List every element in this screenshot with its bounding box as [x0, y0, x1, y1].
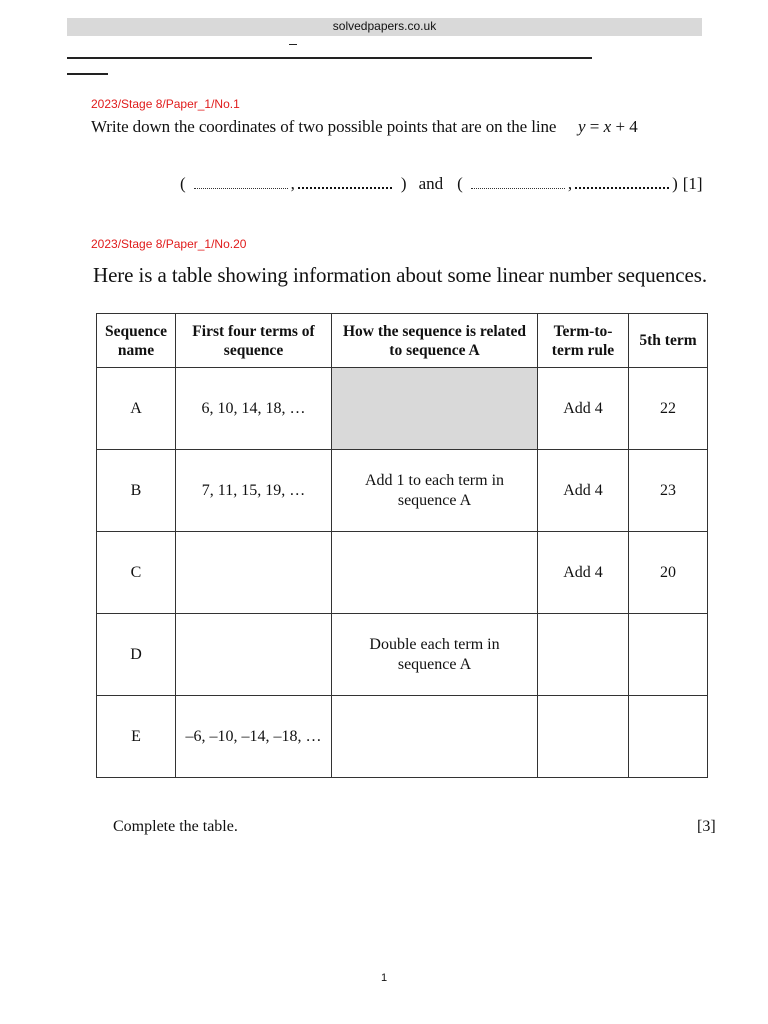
- table-row: [97, 614, 708, 696]
- open-paren-1: (: [180, 174, 186, 193]
- answer-blank-y2[interactable]: [575, 175, 669, 189]
- cell-relation-shaded: [332, 368, 538, 450]
- eq-y: y: [578, 117, 586, 136]
- cell-fifth-blank[interactable]: [629, 614, 708, 696]
- header-term-to-term-rule: Term-to-term rule: [538, 314, 629, 368]
- cell-relation: Double each term in sequence A: [332, 614, 538, 696]
- header-bar: [67, 18, 702, 36]
- header-first-four-terms: First four terms of sequence: [176, 314, 332, 368]
- header-sequence-name: Sequence name: [97, 314, 176, 368]
- cell-relation: Add 1 to each term in sequence A: [332, 450, 538, 532]
- q1-reference: 2023/Stage 8/Paper_1/No.1: [91, 97, 240, 111]
- cell-name: B: [97, 450, 176, 532]
- header-dash: [289, 44, 297, 45]
- comma-1: ,: [290, 174, 295, 193]
- site-name: solvedpapers.co.uk: [332, 19, 437, 33]
- comma-2: ,: [567, 174, 573, 193]
- header-relation-to-a: How the sequence is related to sequence A: [332, 314, 538, 368]
- header-5th-term: 5th term: [629, 314, 708, 368]
- q1-answer-line: [180, 174, 703, 194]
- answer-blank-x2[interactable]: [471, 176, 565, 189]
- cell-rule: Add 4: [538, 532, 629, 614]
- cell-terms: 6, 10, 14, 18, …: [176, 368, 332, 450]
- cell-rule-blank[interactable]: [538, 614, 629, 696]
- q1-equation: [578, 117, 638, 137]
- q20-reference: 2023/Stage 8/Paper_1/No.20: [91, 237, 247, 251]
- q20-marks: [3]: [697, 818, 716, 835]
- eq-constant: 4: [629, 117, 638, 136]
- cell-rule: Add 4: [538, 450, 629, 532]
- eq-plus: +: [615, 117, 626, 136]
- q20-instruction: Complete the table.: [113, 818, 238, 835]
- and-text: and: [418, 174, 444, 193]
- cell-fifth: 20: [629, 532, 708, 614]
- open-paren-2: (: [457, 174, 463, 193]
- cell-relation-blank[interactable]: [332, 532, 538, 614]
- close-paren-1: ): [400, 174, 407, 193]
- cell-relation-blank[interactable]: [332, 696, 538, 778]
- eq-equals: =: [589, 117, 600, 136]
- cell-terms: 7, 11, 15, 19, …: [176, 450, 332, 532]
- page-number: 1: [380, 972, 388, 984]
- q1-marks: [1]: [682, 174, 703, 193]
- cell-terms-blank[interactable]: [176, 532, 332, 614]
- eq-x: x: [603, 117, 612, 136]
- answer-blank-y1[interactable]: [298, 175, 392, 189]
- table-row: [97, 368, 708, 450]
- close-paren-2: ): [672, 174, 678, 193]
- sequence-table: [96, 313, 708, 778]
- cell-rule-blank[interactable]: [538, 696, 629, 778]
- cell-name: E: [97, 696, 176, 778]
- cell-name: C: [97, 532, 176, 614]
- answer-blank-x1[interactable]: [194, 176, 288, 189]
- header-rule-short: [67, 73, 108, 75]
- table-row: [97, 696, 708, 778]
- table-row: [97, 532, 708, 614]
- q20-intro: Here is a table showing information about some linear number sequences.: [93, 263, 707, 287]
- table-header-row: [97, 314, 708, 368]
- cell-rule: Add 4: [538, 368, 629, 450]
- cell-name: D: [97, 614, 176, 696]
- cell-fifth: 23: [629, 450, 708, 532]
- cell-fifth: 22: [629, 368, 708, 450]
- cell-terms-blank[interactable]: [176, 614, 332, 696]
- table-row: [97, 450, 708, 532]
- header-rule-long: [67, 57, 592, 59]
- cell-name: A: [97, 368, 176, 450]
- cell-fifth-blank[interactable]: [629, 696, 708, 778]
- q1-question-text: Write down the coordinates of two possible points that are on the line: [91, 117, 557, 136]
- cell-terms: –6, –10, –14, –18, …: [176, 696, 332, 778]
